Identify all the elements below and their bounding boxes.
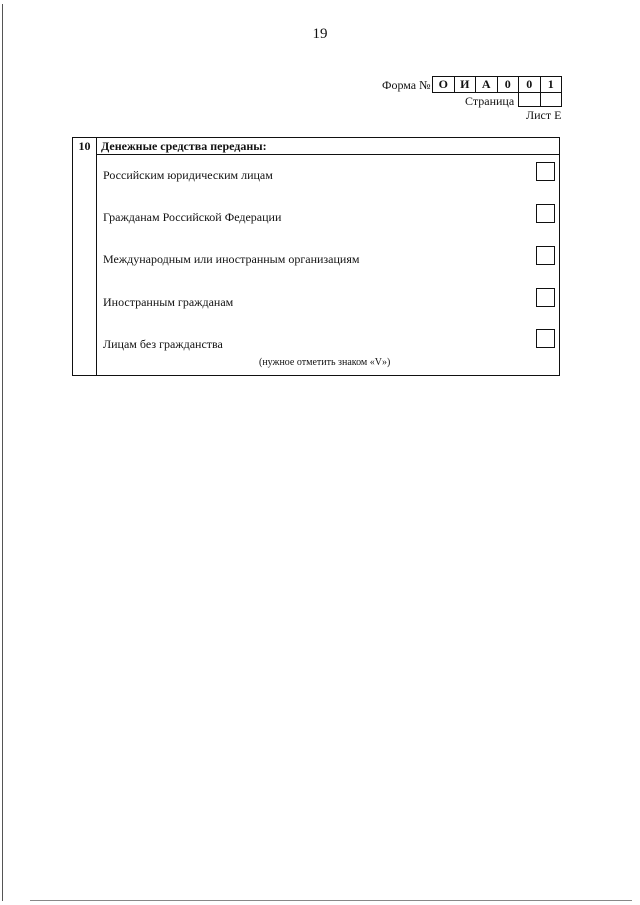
sheet-label: Лист Е [526, 108, 562, 122]
option-label-stateless-persons: Лицам без гражданства [103, 337, 223, 351]
page-edge-bottom [30, 900, 632, 901]
checkbox-russian-legal-entities[interactable] [536, 162, 555, 181]
form-code-cell: И [455, 76, 477, 93]
page-field-cell[interactable] [519, 92, 541, 107]
option-label-russian-citizens: Гражданам Российской Федерации [103, 210, 282, 224]
form-code-cell: 0 [519, 76, 541, 93]
option-label-foreign-citizens: Иностранным гражданам [103, 295, 234, 309]
checkbox-russian-citizens[interactable] [536, 204, 555, 223]
form-number-label: Форма № [382, 78, 431, 92]
checkbox-international-organizations[interactable] [536, 246, 555, 265]
section-10 [72, 137, 560, 376]
form-code-cell: О [433, 76, 455, 93]
checkbox-stateless-persons[interactable] [536, 329, 555, 348]
form-code-cell: 0 [498, 76, 520, 93]
option-label-russian-legal-entities: Российским юридическим лицам [103, 168, 273, 182]
form-code-cell: А [476, 76, 498, 93]
page-edge-left [2, 4, 3, 901]
page-field-label: Страница [465, 94, 515, 108]
section-number: 10 [73, 138, 97, 154]
form-code-cell: 1 [541, 76, 563, 93]
section-title: Денежные средства переданы: [101, 139, 267, 153]
page-field-cells[interactable] [518, 92, 562, 107]
title-divider [96, 154, 559, 155]
marking-hint: (нужное отметить знаком «V») [259, 357, 391, 368]
form-code-cells [432, 76, 562, 93]
checkbox-foreign-citizens[interactable] [536, 288, 555, 307]
section-divider [96, 138, 97, 375]
page-field-cell[interactable] [541, 92, 563, 107]
page-number: 19 [312, 26, 328, 42]
option-label-international-organizations: Международным или иностранным организациям [103, 252, 360, 266]
